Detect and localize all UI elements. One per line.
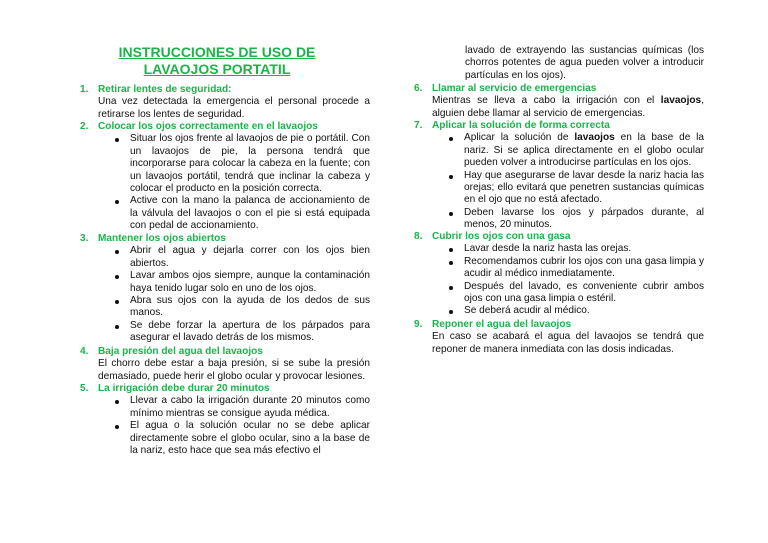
list-item: Después del lavado, es conveniente cubrir ambos ojos con una gasa limpia o estéril.: [464, 280, 704, 305]
section-heading: 6. Llamar al servicio de emergencias: [414, 83, 597, 94]
section-heading: 8. Cubrir los ojos con una gasa: [414, 231, 571, 242]
list-item: Se deberá acudir al médico.: [464, 305, 704, 317]
list-item: Lavar desde la nariz hasta las orejas.: [464, 243, 704, 255]
section-text: Mientras se lleva a cabo la irrigación con el lavaojos, alguien debe llamar al servicio de emergencias.: [432, 95, 704, 119]
section-text: El chorro debe estar a baja presión, si se sube la presión demasiado, puede herir el globo ocular y provocar lesiones.: [98, 358, 370, 382]
section-heading: 5. La irrigación debe durar 20 minutos: [80, 383, 270, 394]
section-7: [414, 120, 704, 232]
section-text: Una vez detectada la emergencia el personal procede a retirarse los lentes de seguridad.: [98, 96, 370, 120]
section-heading: 4. Baja presión del agua del lavaojos: [80, 346, 263, 357]
list-item: Recomendamos cubrir los ojos con una gasa limpia y acudir al médico inmediatamente.: [464, 255, 704, 280]
continued-text: lavado de extrayendo las sustancias químicas (los chorros potentes de agua pueden volver a introducir partículas en los ojos).: [465, 45, 704, 81]
section-5: [80, 383, 370, 457]
list-item: Deben lavarse los ojos y párpados durante, al menos, 20 minutos.: [464, 206, 704, 231]
list-item: El agua o la solución ocular no se debe aplicar directamente sobre el globo ocular, sino a la base de la nariz, esto hace que sea más efectivo el: [130, 420, 370, 457]
list-item: Aplicar la solución de lavaojos en la base de la nariz. Si se aplica directamente en el globo ocular pueden volver a introducirse partículas en los ojos.: [464, 132, 705, 169]
section-6: [414, 83, 704, 120]
section-2: [80, 121, 370, 233]
bullet-list: [80, 395, 370, 457]
list-item: Abra sus ojos con la ayuda de los dedos de sus manos.: [130, 295, 370, 319]
section-1: [80, 84, 370, 121]
list-item: Llevar a cabo la irrigación durante 20 minutos como mínimo mientras se consigue ayuda médica.: [130, 395, 370, 419]
bullet-list: [414, 132, 704, 231]
section-3: [80, 233, 370, 345]
bullet-list: [80, 245, 370, 344]
document-title: INSTRUCCIONES DE USO DE LAVAOJOS PORTATIL: [118, 44, 316, 77]
list-item: Hay que asegurarse de lavar desde la nariz hacia las orejas; ello evitará que penetren sustancias químicas en el ojo que no está afectado.: [464, 169, 704, 206]
section-text: En caso se acabará el agua del lavaojos se tendrá que reponer de manera inmediata con las dosis indicadas.: [432, 331, 704, 355]
list-item: Abrir el agua y dejarla correr con los ojos bien abiertos.: [130, 245, 370, 269]
section-9: [414, 319, 704, 356]
section-heading: 2. Colocar los ojos correctamente en el lavaojos: [80, 121, 318, 132]
section-8: [414, 231, 704, 318]
section-5-continuation: [414, 45, 704, 82]
section-heading: 3. Mantener los ojos abiertos: [80, 233, 226, 244]
section-heading: 7. Aplicar la solución de forma correcta: [414, 120, 610, 131]
list-item: Se debe forzar la apertura de los párpados para asegurar el lavado detrás de los mismos.: [130, 319, 370, 344]
bullet-list: [414, 243, 704, 317]
section-heading: 9. Reponer el agua del lavaojos: [414, 319, 572, 330]
section-heading: 1. Retirar lentes de seguridad:: [80, 84, 232, 95]
list-item: Lavar ambos ojos siempre, aunque la contaminación haya tenido lugar solo en uno de los ojos.: [130, 270, 370, 294]
list-item: Situar los ojos frente al lavaojos de pie o portátil. Con un lavaojos de pie, la persona tendrá que incorporarse para colocar la cabeza en la fuente; con un lavaojos portátil, tendrá que inclinar la cabeza y colocar el producto en la posición correcta.: [130, 133, 370, 195]
bullet-list: [80, 133, 370, 232]
section-4: [80, 346, 370, 383]
list-item: Active con la mano la palanca de accionamiento de la válvula del lavaojos o con el pie si está equipada con pedal de accionamiento.: [130, 195, 370, 232]
